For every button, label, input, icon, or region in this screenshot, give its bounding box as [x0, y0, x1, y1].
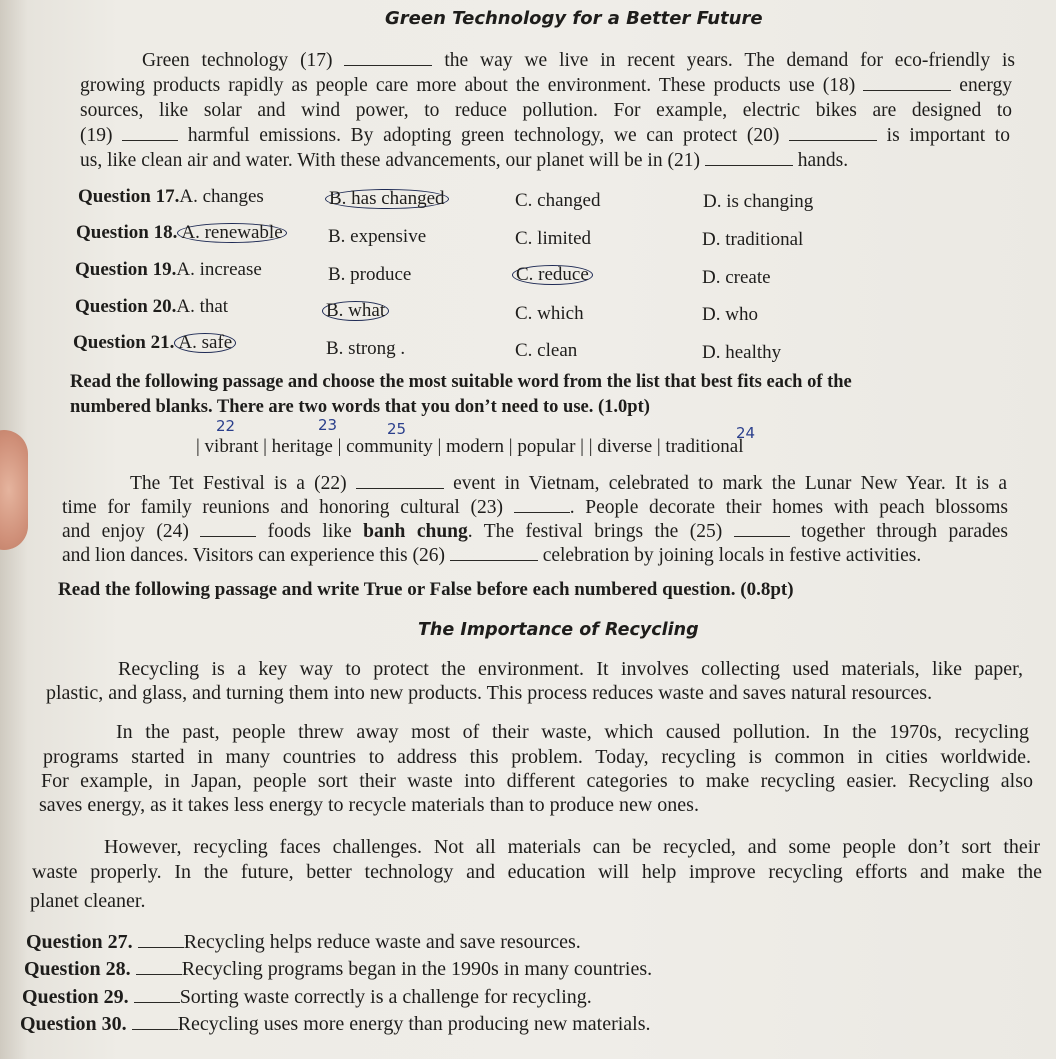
handwritten-22: 22: [216, 417, 236, 435]
recycling-p3-line-1: However, recycling faces challenges. Not all materials can be recycled, and some people don’t sort their: [104, 836, 1040, 858]
recycling-p2-line-2: programs started in many countries to address this problem. Today, recycling is common in cities worldwide.: [43, 746, 1031, 768]
recycling-p3-line-2: waste properly. In the future, better technology and education will help improve recycling efforts and make the: [32, 861, 1042, 883]
question-20-option-b[interactable]: B. what: [322, 300, 389, 322]
word-list: | vibrant | heritage | community | modern | popular | | diverse | traditional: [196, 436, 744, 457]
recycling-p1-line-2: plastic, and glass, and turning them into new products. This process reduces waste and saves natural resources.: [46, 682, 933, 704]
blank-22[interactable]: [356, 474, 444, 489]
blank-25[interactable]: [734, 522, 790, 537]
question-17-option-d[interactable]: D. is changing: [703, 191, 814, 212]
question-21-option-c[interactable]: C. clean: [515, 340, 578, 361]
blank-24[interactable]: [200, 522, 256, 537]
title-importance-of-recycling: The Importance of Recycling: [418, 620, 699, 640]
answer-blank-28[interactable]: [136, 960, 182, 975]
answer-blank-27[interactable]: [138, 933, 184, 948]
question-19-option-d[interactable]: D. create: [702, 267, 771, 288]
question-28: Question 28. Recycling programs began in the 1990s in many countries.: [24, 958, 653, 980]
blank-18[interactable]: [863, 76, 951, 91]
passage1-line-2: growing products rapidly as people care more about the environment. These products use (18) energy: [80, 75, 1013, 96]
question-20-label: Question 20.A. that: [75, 296, 229, 317]
handwritten-25: 25: [387, 420, 407, 438]
question-21-option-d[interactable]: D. healthy: [702, 342, 782, 363]
finger-photo-artifact: [0, 430, 28, 550]
question-20-option-c[interactable]: C. which: [515, 303, 584, 324]
section2-instruction-line2: numbered blanks. There are two words that you don’t need to use. (1.0pt): [70, 397, 650, 417]
passage1-line-5: us, like clean air and water. With these advancements, our planet will be in (21) hands.: [80, 150, 849, 171]
recycling-p2-line-3: For example, in Japan, people sort their waste into different categories to make recycling easier. Recycling also: [41, 770, 1033, 792]
blank-19[interactable]: [122, 126, 178, 141]
question-18-option-a[interactable]: A. renewable: [177, 223, 286, 243]
question-17-option-c[interactable]: C. changed: [515, 190, 601, 211]
title-green-technology: Green Technology for a Better Future: [385, 8, 763, 29]
question-27: Question 27. Recycling helps reduce waste and save resources.: [26, 931, 581, 953]
question-18-option-c[interactable]: C. limited: [515, 228, 591, 249]
handwritten-23: 23: [318, 416, 338, 434]
answer-blank-30[interactable]: [132, 1015, 178, 1030]
passage2-line-1: The Tet Festival is a (22) event in Vietnam, celebrated to mark the Lunar New Year. It is a: [130, 473, 1008, 494]
passage2-line-2: time for family reunions and honoring cultural (23) . People decorate their homes with peach blossoms: [62, 497, 1008, 518]
question-21-label: Question 21. A. safe: [73, 332, 236, 354]
recycling-p3-line-3: planet cleaner.: [30, 890, 146, 912]
blank-21[interactable]: [705, 151, 793, 166]
question-30: Question 30. Recycling uses more energy than producing new materials.: [20, 1013, 651, 1035]
passage1-line-4: (19) harmful emissions. By adopting green technology, we can protect (20) is important to: [80, 125, 1010, 146]
question-18-option-d[interactable]: D. traditional: [702, 229, 804, 250]
recycling-p2-line-4: saves energy, as it takes less energy to recycle materials than to produce new ones.: [39, 794, 699, 816]
blank-23[interactable]: [514, 498, 570, 513]
question-19-option-b[interactable]: B. produce: [328, 264, 412, 285]
answer-blank-29[interactable]: [134, 988, 180, 1003]
passage2-line-4: and lion dances. Visitors can experience this (26) celebration by joining locals in festive activities.: [62, 545, 922, 566]
passage1-line-1: Green technology (17) the way we live in recent years. The demand for eco-friendly is: [142, 50, 1015, 71]
question-21-option-a[interactable]: A. safe: [174, 333, 236, 353]
question-20-option-d[interactable]: D. who: [702, 304, 758, 325]
question-29: Question 29. Sorting waste correctly is a challenge for recycling.: [22, 986, 592, 1008]
question-19-option-c[interactable]: C. reduce: [512, 264, 593, 286]
question-18-label: Question 18. A. renewable: [76, 222, 287, 244]
handwritten-24: 24: [736, 424, 756, 442]
blank-20[interactable]: [789, 126, 877, 141]
passage2-line-3: and enjoy (24) foods like banh chung. The festival brings the (25) together through parades: [62, 521, 1009, 542]
blank-17[interactable]: [344, 51, 432, 66]
blank-26[interactable]: [450, 546, 538, 561]
section3-instruction: Read the following passage and write True or False before each numbered question. (0.8pt): [58, 579, 794, 600]
question-21-option-b[interactable]: B. strong .: [326, 338, 406, 359]
question-18-option-b[interactable]: B. expensive: [328, 226, 427, 247]
question-17-label: Question 17.A. changes: [78, 186, 264, 207]
recycling-p2-line-1: In the past, people threw away most of their waste, which caused pollution. In the 1970s, recycling: [116, 721, 1029, 743]
recycling-p1-line-1: Recycling is a key way to protect the environment. It involves collecting used materials, like paper,: [118, 658, 1023, 680]
question-17-option-b[interactable]: B. has changed: [325, 188, 449, 210]
passage1-line-3: sources, like solar and wind power, to reduce pollution. For example, electric bikes are designed to: [80, 100, 1012, 121]
section2-instruction-line1: Read the following passage and choose the most suitable word from the list that best fits each of the: [70, 372, 852, 392]
question-19-label: Question 19.A. increase: [75, 259, 262, 280]
